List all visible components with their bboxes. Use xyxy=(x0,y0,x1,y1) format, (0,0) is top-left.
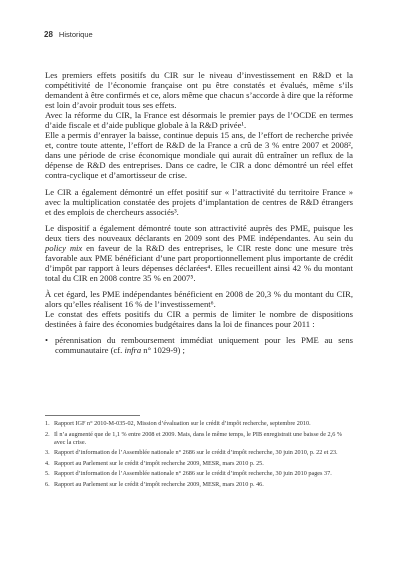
footnote-text: Rapport d’information de l’Assemblée nationale n° 2686 sur le crédit d’impôt recherche, 30 juin 2010 pages 37. xyxy=(54,470,332,477)
footnote-number: 5. xyxy=(45,470,50,477)
bullet-icon: • xyxy=(45,335,49,346)
page-number: 28 xyxy=(44,30,53,39)
paragraph-5 xyxy=(45,223,353,283)
infra-emphasis: infra xyxy=(124,345,142,356)
paragraph-6: À cet égard, les PME indépendantes bénéficient en 2008 de 20,3 % du montant du CIR, alors qu’elles réalisent 16 % de l’investissement⁶. xyxy=(45,288,353,309)
footnote xyxy=(45,470,353,478)
footnote-number: 1. xyxy=(45,420,50,427)
footnote-text: Rapport d’information de l’Assemblée nationale n° 2686 sur le crédit d’impôt recherche, 30 juin 2010, p. 22 et 23. xyxy=(54,449,338,456)
paragraph-3: Elle a permis d’enrayer la baisse, continue depuis 15 ans, de l’effort de recherche privée et, contre toute attente, l’effort de R&D de la France a crû de 3 % entre 2007 et 2008², dans une période de crise économique mondiale qui aurait dû entraîner un reflux de la dépense de R&D des entreprises. Dans ce cadre, le CIR a donc démontré un réel effet contra-cyclique et d’amortisseur de crise. xyxy=(45,130,353,181)
policy-mix-emphasis: policy mix xyxy=(45,242,83,253)
body-text xyxy=(45,70,353,355)
footnote-number: 4. xyxy=(45,459,50,467)
footnote xyxy=(45,431,353,447)
footnote-text: Rapport au Parlement sur le crédit d’impôt recherche 2009, MESR, mars 2010 p. 25. xyxy=(54,459,264,467)
list-item xyxy=(45,335,353,355)
footnote-number: 6. xyxy=(45,480,50,488)
footnote-text: Rapport au Parlement sur le crédit d’impôt recherche 2009, MESR, mars 2010 p. 46. xyxy=(54,480,264,488)
footnote-text: Il n’a augmenté que de 1,1 % entre 2008 et 2009. Mais, dans le même temps, le PIB enregistrait une baisse de 2,6 % avec la crise. xyxy=(54,430,342,446)
list-item-text xyxy=(55,335,353,355)
paragraph-2: Avec la réforme du CIR, la France est désormais le premier pays de l’OCDE en termes d’aide fiscale et d’aide publique globale à la R&D privée¹. xyxy=(45,110,353,131)
footnote xyxy=(45,460,353,468)
footnote-divider xyxy=(45,415,140,416)
footnote xyxy=(45,449,353,457)
running-header xyxy=(44,30,93,39)
list-item-text-a: pérennisation du remboursement immédiat uniquement pour les PME au sens communautaire (cf. xyxy=(55,335,353,356)
footnotes xyxy=(45,420,353,491)
list-item-text-b: n° 1029-9) ; xyxy=(141,345,185,356)
paragraph-7: Le constat des effets positifs du CIR a permis de limiter le nombre de dispositions destinées à faire des économies budgétaires dans la loi de finances pour 2011 : xyxy=(45,309,353,330)
footnote xyxy=(45,420,353,428)
paragraph-1: Les premiers effets positifs du CIR sur le niveau d’investissement en R&D et la compétitivité de l’économie française ont pu être constatés et évalués, même s’ils demandent à être confirmés et ce, alors même que chacun s’accorde à dire que la réforme est loin d’avoir produit tous ses effets. xyxy=(45,70,353,111)
paragraph-5-part-a: Le dispositif a également démontré toute son attractivité auprès des PME, puisque les deux tiers des nouveaux déclarants en 2009 sont des PME indépendantes. Au sein du xyxy=(45,222,353,243)
footnote xyxy=(45,481,353,489)
footnote-number: 2. xyxy=(45,430,50,438)
section-title: Historique xyxy=(58,30,93,39)
paragraph-4: Le CIR a également démontré un effet positif sur « l’attractivité du territoire France » avec la multiplication constatée des projets d’implantation de centres de R&D étrangers et des emplois de chercheurs associés³. xyxy=(45,186,353,217)
paragraph-5-part-b: en faveur de la R&D des entreprises, le CIR reste donc une mesure très favorable aux PME bénéficiant d’une part proportionnellement plus importante de crédit d’impôt par rapport à leurs dépenses déclarées⁴. Elles recueillent ainsi 42 % du montant total du CIR en 2008 contre 35 % en 2007⁵. xyxy=(45,242,353,283)
footnote-text: Rapport IGF n° 2010-M-035-02, Mission d’évaluation sur le crédit d’impôt recherche, septembre 2010. xyxy=(54,420,311,427)
footnote-number: 3. xyxy=(45,449,50,456)
